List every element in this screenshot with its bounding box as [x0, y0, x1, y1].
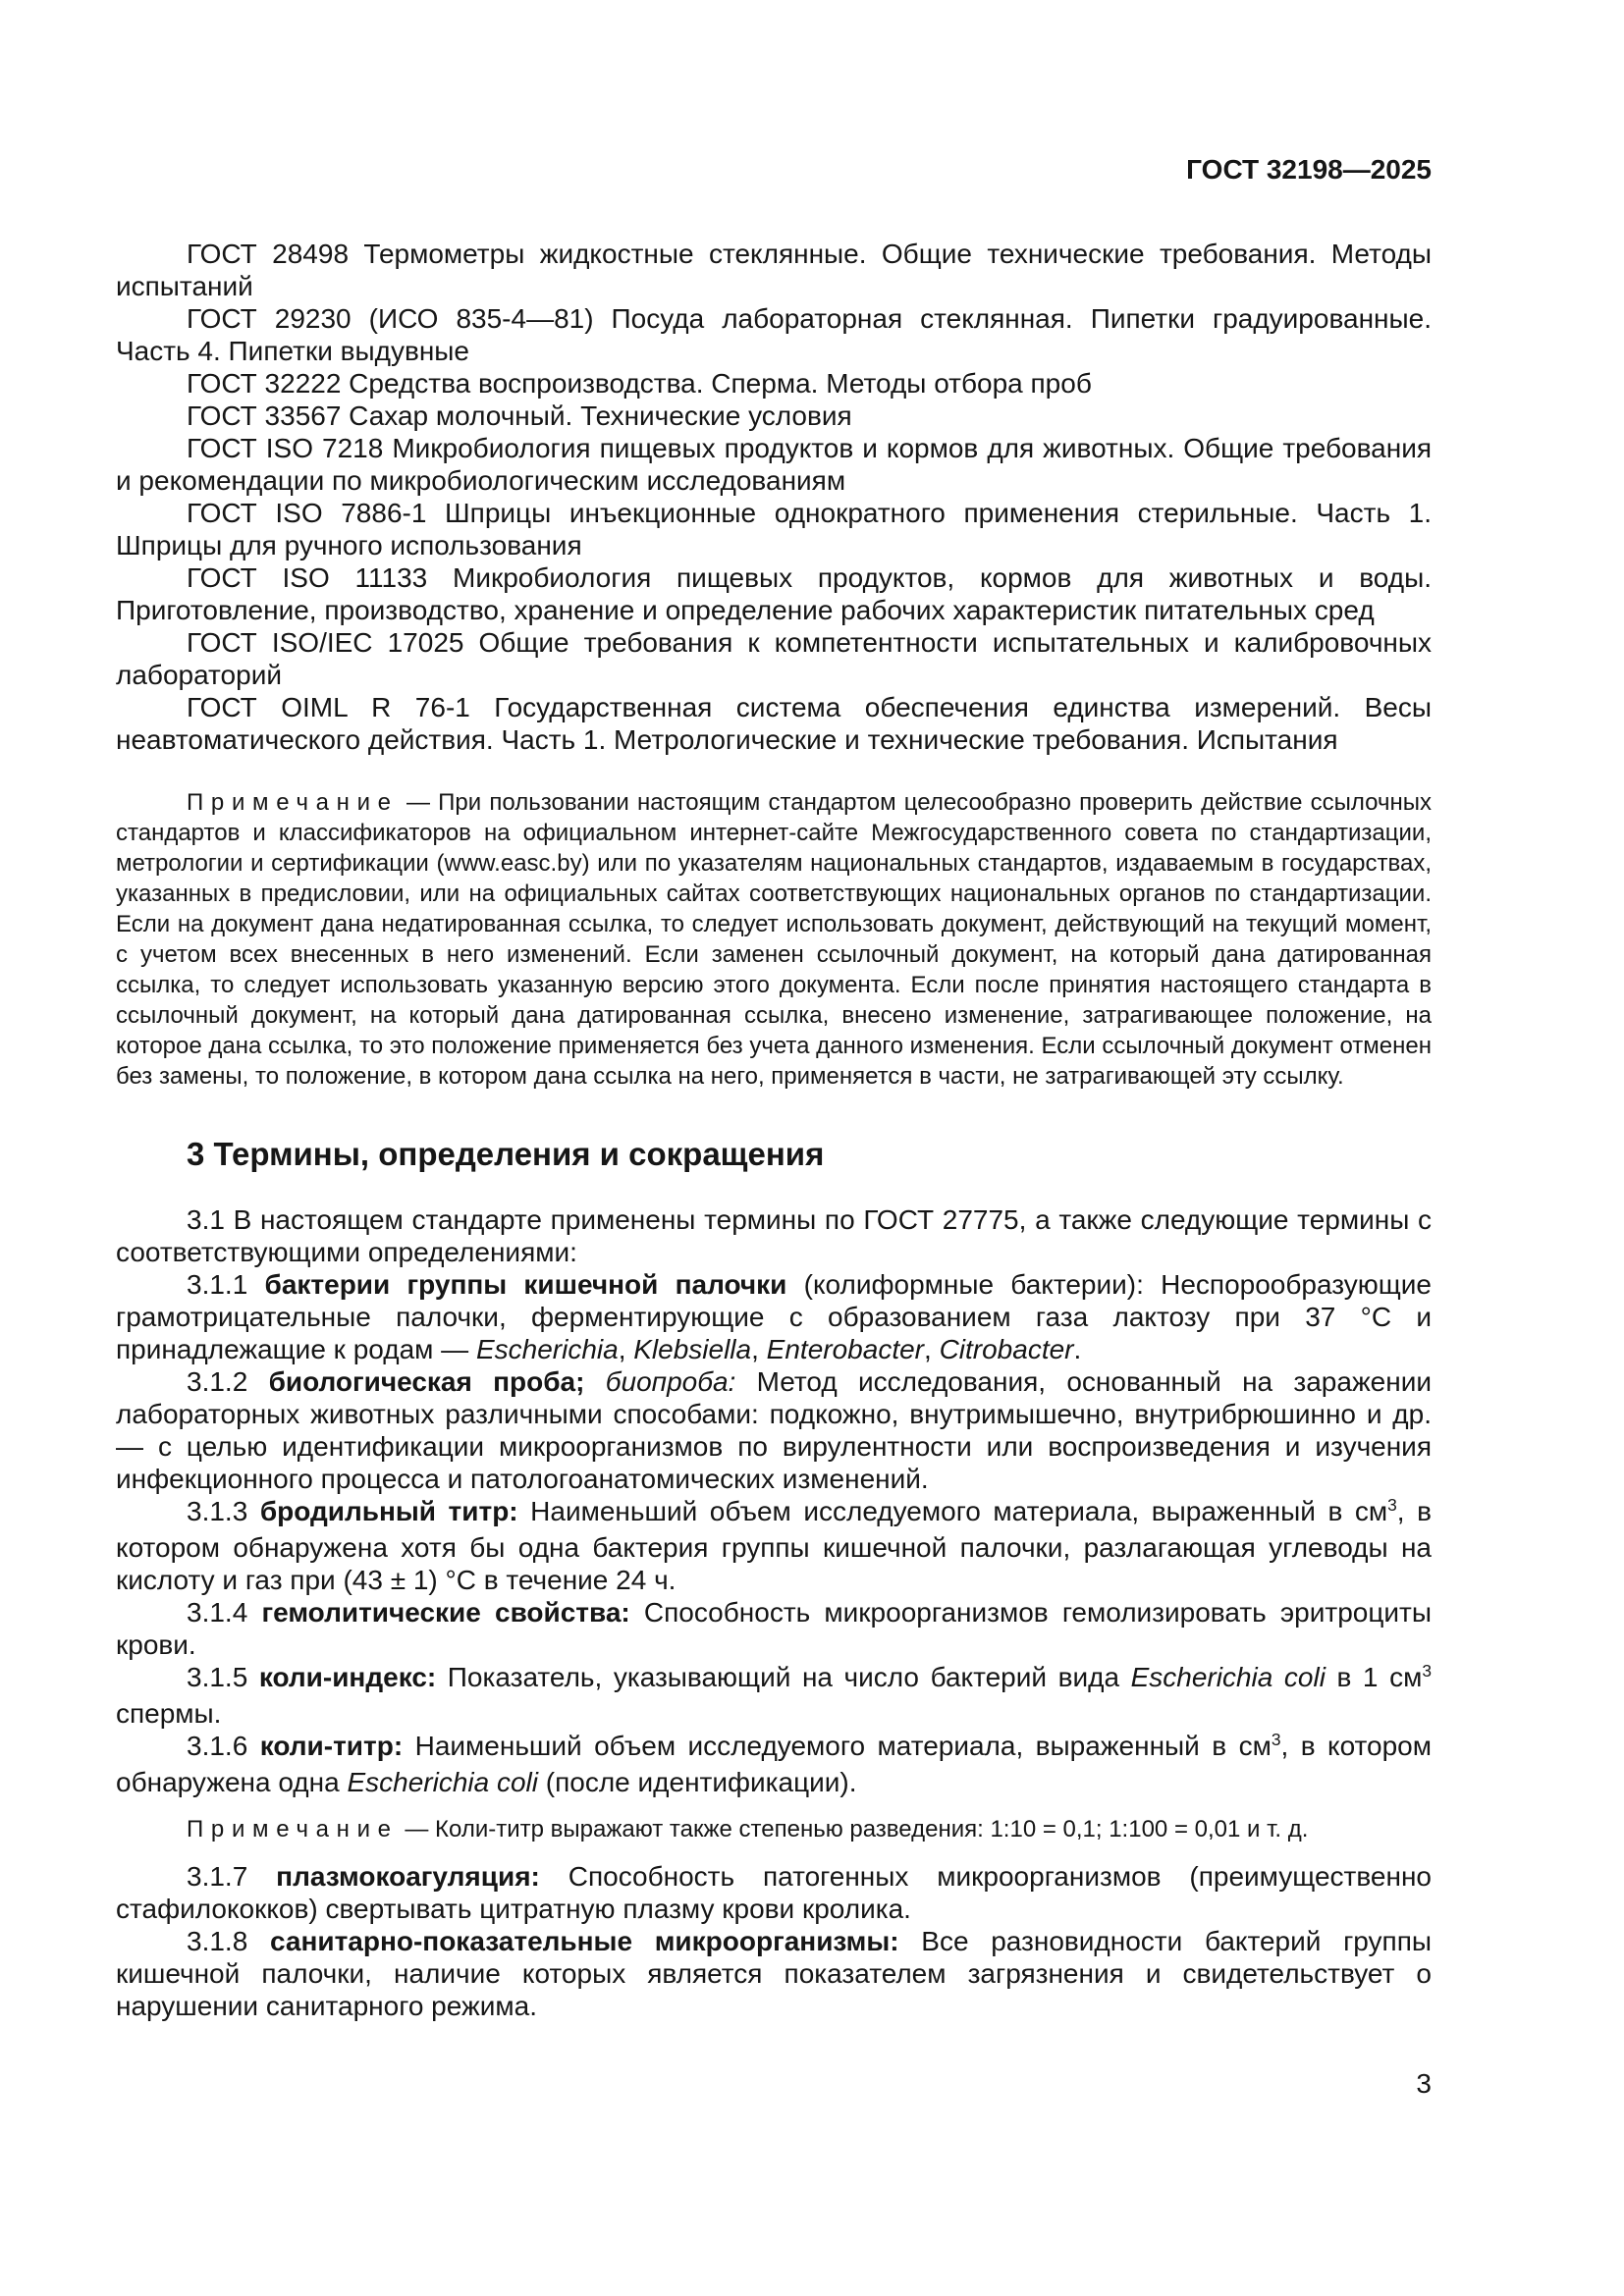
- reference-item: [116, 432, 1432, 497]
- text-run: (после идентификации).: [537, 1767, 857, 1797]
- text-run: Citrobacter: [939, 1334, 1074, 1364]
- term-3-1-3: [116, 1495, 1432, 1596]
- text-run: Показатель, указывающий на число бактерий вида: [436, 1662, 1131, 1692]
- text-run: Наименьший объем исследуемого материала, выраженный в см: [517, 1496, 1388, 1526]
- document-number-header: ГОСТ 32198—2025: [1186, 154, 1432, 185]
- text-run: биологическая проба;: [268, 1366, 585, 1397]
- text-run: — Коли-титр выражают также степенью разведения: 1:10 = 0,1; 1:100 = 0,01 и т. д.: [398, 1816, 1309, 1842]
- reference-item: [116, 238, 1432, 302]
- text-run: ГОСТ 28498 Термометры жидкостные стеклянные. Общие технические требования. Методы испытаний: [116, 239, 1432, 301]
- text-run: — При пользовании настоящим стандартом целесообразно проверить действие ссылочных стандартов и классификаторов на официальном интернет-сайте Межгосударственного совета по стандартизации, метрологии и сертификации (www.easc.by) или по указателям национальных стандартов, издаваемым в государствах, указанных в предисловии, или на официальных сайтах соответствующих национальных органов по стандартизации. Если на документ дана недатированная ссылка, то следует использовать документ, действующий на текущий момент, с учетом всех внесенных в него изменений. Если заменен ссылочный документ, на который дана датированная ссылка, то следует использовать указанную версию этого документа. Если после принятия настоящего стандарта в ссылочный документ, на который дана датированная ссылка, внесено изменение, затрагивающее положение, на которое дана ссылка, то это положение применяется без учета данного изменения. Если ссылочный документ отменен без замены, то положение, в котором дана ссылка на него, применяется в части, не затрагивающей эту ссылку.: [116, 789, 1432, 1090]
- text-run: коли-индекс:: [258, 1662, 437, 1692]
- text-run: 3: [1387, 1495, 1397, 1516]
- text-run: Escherichia coli: [347, 1767, 538, 1797]
- references-note: [116, 787, 1432, 1092]
- reference-item: [116, 497, 1432, 561]
- text-run: 3.1.8: [187, 1926, 270, 1956]
- text-run: ГОСТ ISO 11133 Микробиология пищевых продуктов, кормов для животных и воды. Приготовление, производство, хранение и определение рабочих характеристик питательных сред: [116, 562, 1432, 625]
- text-run: ГОСТ 33567 Сахар молочный. Технические условия: [187, 400, 852, 431]
- text-run: ГОСТ ISO 7218 Микробиология пищевых продуктов и кормов для животных. Общие требования и рекомендации по микробиологическим исследованиям: [116, 433, 1432, 496]
- text-run: , в котором обнаружена хотя бы одна бактерия группы кишечной палочки, разлагающая углеводы на кислоту и газ при (43 ± 1) °С в течение 24 ч.: [116, 1496, 1432, 1595]
- term-3-1-1: [116, 1268, 1432, 1365]
- text-run: , в котором обнаружена одна: [116, 1731, 1433, 1797]
- text-run: ГОСТ 29230 (ИСО 835-4—81) Посуда лабораторная стеклянная. Пипетки градуированные. Часть 4. Пипетки выдувные: [116, 303, 1432, 366]
- text-run: 3.1.6: [187, 1731, 260, 1761]
- term-3-1-8: [116, 1925, 1432, 2022]
- term-3-1-4: [116, 1596, 1432, 1661]
- term-3-1-5: [116, 1661, 1432, 1730]
- page-number: 3: [1416, 2068, 1432, 2099]
- text-run: 3 Термины, определения и сокращения: [187, 1136, 825, 1172]
- reference-item: [116, 561, 1432, 626]
- reference-item: [116, 302, 1432, 367]
- text-run: Способность патогенных микроорганизмов (преимущественно стафилококков) свертывать цитратную плазму крови кролика.: [116, 1861, 1432, 1924]
- text-run: гемолитические свойства:: [261, 1597, 630, 1628]
- text-run: 3.1.2: [187, 1366, 269, 1397]
- text-run: биопроба:: [605, 1366, 736, 1397]
- text-run: ГОСТ ISO/IEC 17025 Общие требования к компетентности испытательных и калибровочных лабораторий: [116, 627, 1432, 690]
- text-run: 3.1 В настоящем стандарте применены термины по ГОСТ 27775, а также следующие термины с соответствующими определениями:: [116, 1204, 1432, 1267]
- text-run: бродильный титр:: [259, 1496, 518, 1526]
- clause-3-1: [116, 1203, 1432, 1268]
- text-run: Escherichia coli: [1130, 1662, 1326, 1692]
- reference-item: [116, 691, 1432, 756]
- text-run: ,: [618, 1334, 634, 1364]
- text-run: бактерии группы кишечной палочки: [264, 1269, 787, 1300]
- text-run: (колиформные бактерии): Неспорообразующие грамотрицательные палочки, ферментирующие с образованием газа лактозу при 37 °С и принадлежащие к родам —: [116, 1269, 1432, 1364]
- text-run: коли-титр:: [259, 1731, 404, 1761]
- text-run: 3.1.1: [187, 1269, 265, 1300]
- text-run: 3: [1422, 1661, 1432, 1682]
- text-run: Метод исследования, основанный на заражении лабораторных животных различными способами: подкожно, внутримышечно, внутрибрюшинно и др. — с целью идентификации микроорганизмов по вирулентности или воспроизведения и изучения инфекционного процесса и патологоанатомических изменений.: [116, 1366, 1432, 1494]
- note-label: Примечание: [187, 789, 399, 816]
- text-run: санитарно-показательные микроорганизмы:: [269, 1926, 899, 1956]
- text-run: Способность микроорганизмов гемолизировать эритроциты крови.: [116, 1597, 1432, 1660]
- text-run: 3.1.7: [187, 1861, 277, 1892]
- text-run: 3.1.5: [187, 1662, 259, 1692]
- text-run: .: [1073, 1334, 1082, 1364]
- text-run: плазмокоагуляция:: [276, 1861, 540, 1892]
- document-body: [116, 238, 1432, 2022]
- reference-item: [116, 626, 1432, 691]
- koli-titr-note: [116, 1814, 1432, 1844]
- reference-item: [116, 400, 1432, 432]
- text-run: 3: [1271, 1730, 1281, 1750]
- page-content: [116, 0, 1432, 2022]
- text-run: в 1 см: [1325, 1662, 1423, 1692]
- text-run: ГОСТ 32222 Средства воспроизводства. Сперма. Методы отбора проб: [187, 368, 1092, 399]
- reference-item: [116, 367, 1432, 400]
- term-3-1-2: [116, 1365, 1432, 1495]
- text-run: Escherichia: [475, 1334, 619, 1364]
- text-run: ГОСТ ISO 7886-1 Шприцы инъекционные однократного применения стерильные. Часть 1. Шприцы для ручного использования: [116, 498, 1432, 561]
- section-heading: [116, 1135, 1432, 1174]
- note-label: Примечание: [187, 1816, 399, 1842]
- text-run: ,: [751, 1334, 767, 1364]
- text-run: Enterobacter: [766, 1334, 924, 1364]
- text-run: Klebsiella: [633, 1334, 752, 1364]
- text-run: 3.1.4: [187, 1597, 262, 1628]
- term-3-1-6: [116, 1730, 1432, 1798]
- term-3-1-7: [116, 1860, 1432, 1925]
- text-run: ,: [924, 1334, 940, 1364]
- text-run: Все разновидности бактерий группы кишечной палочки, наличие которых является показателем загрязнения и свидетельствует о нарушении санитарного режима.: [116, 1926, 1433, 2021]
- text-run: ГОСТ OIML R 76-1 Государственная система обеспечения единства измерений. Весы неавтоматического действия. Часть 1. Метрологические и технические требования. Испытания: [116, 692, 1432, 755]
- text-run: 3.1.3: [187, 1496, 260, 1526]
- text-run: Наименьший объем исследуемого материала, выраженный в см: [403, 1731, 1272, 1761]
- text-run: спермы.: [116, 1698, 222, 1729]
- text-run: [584, 1366, 605, 1397]
